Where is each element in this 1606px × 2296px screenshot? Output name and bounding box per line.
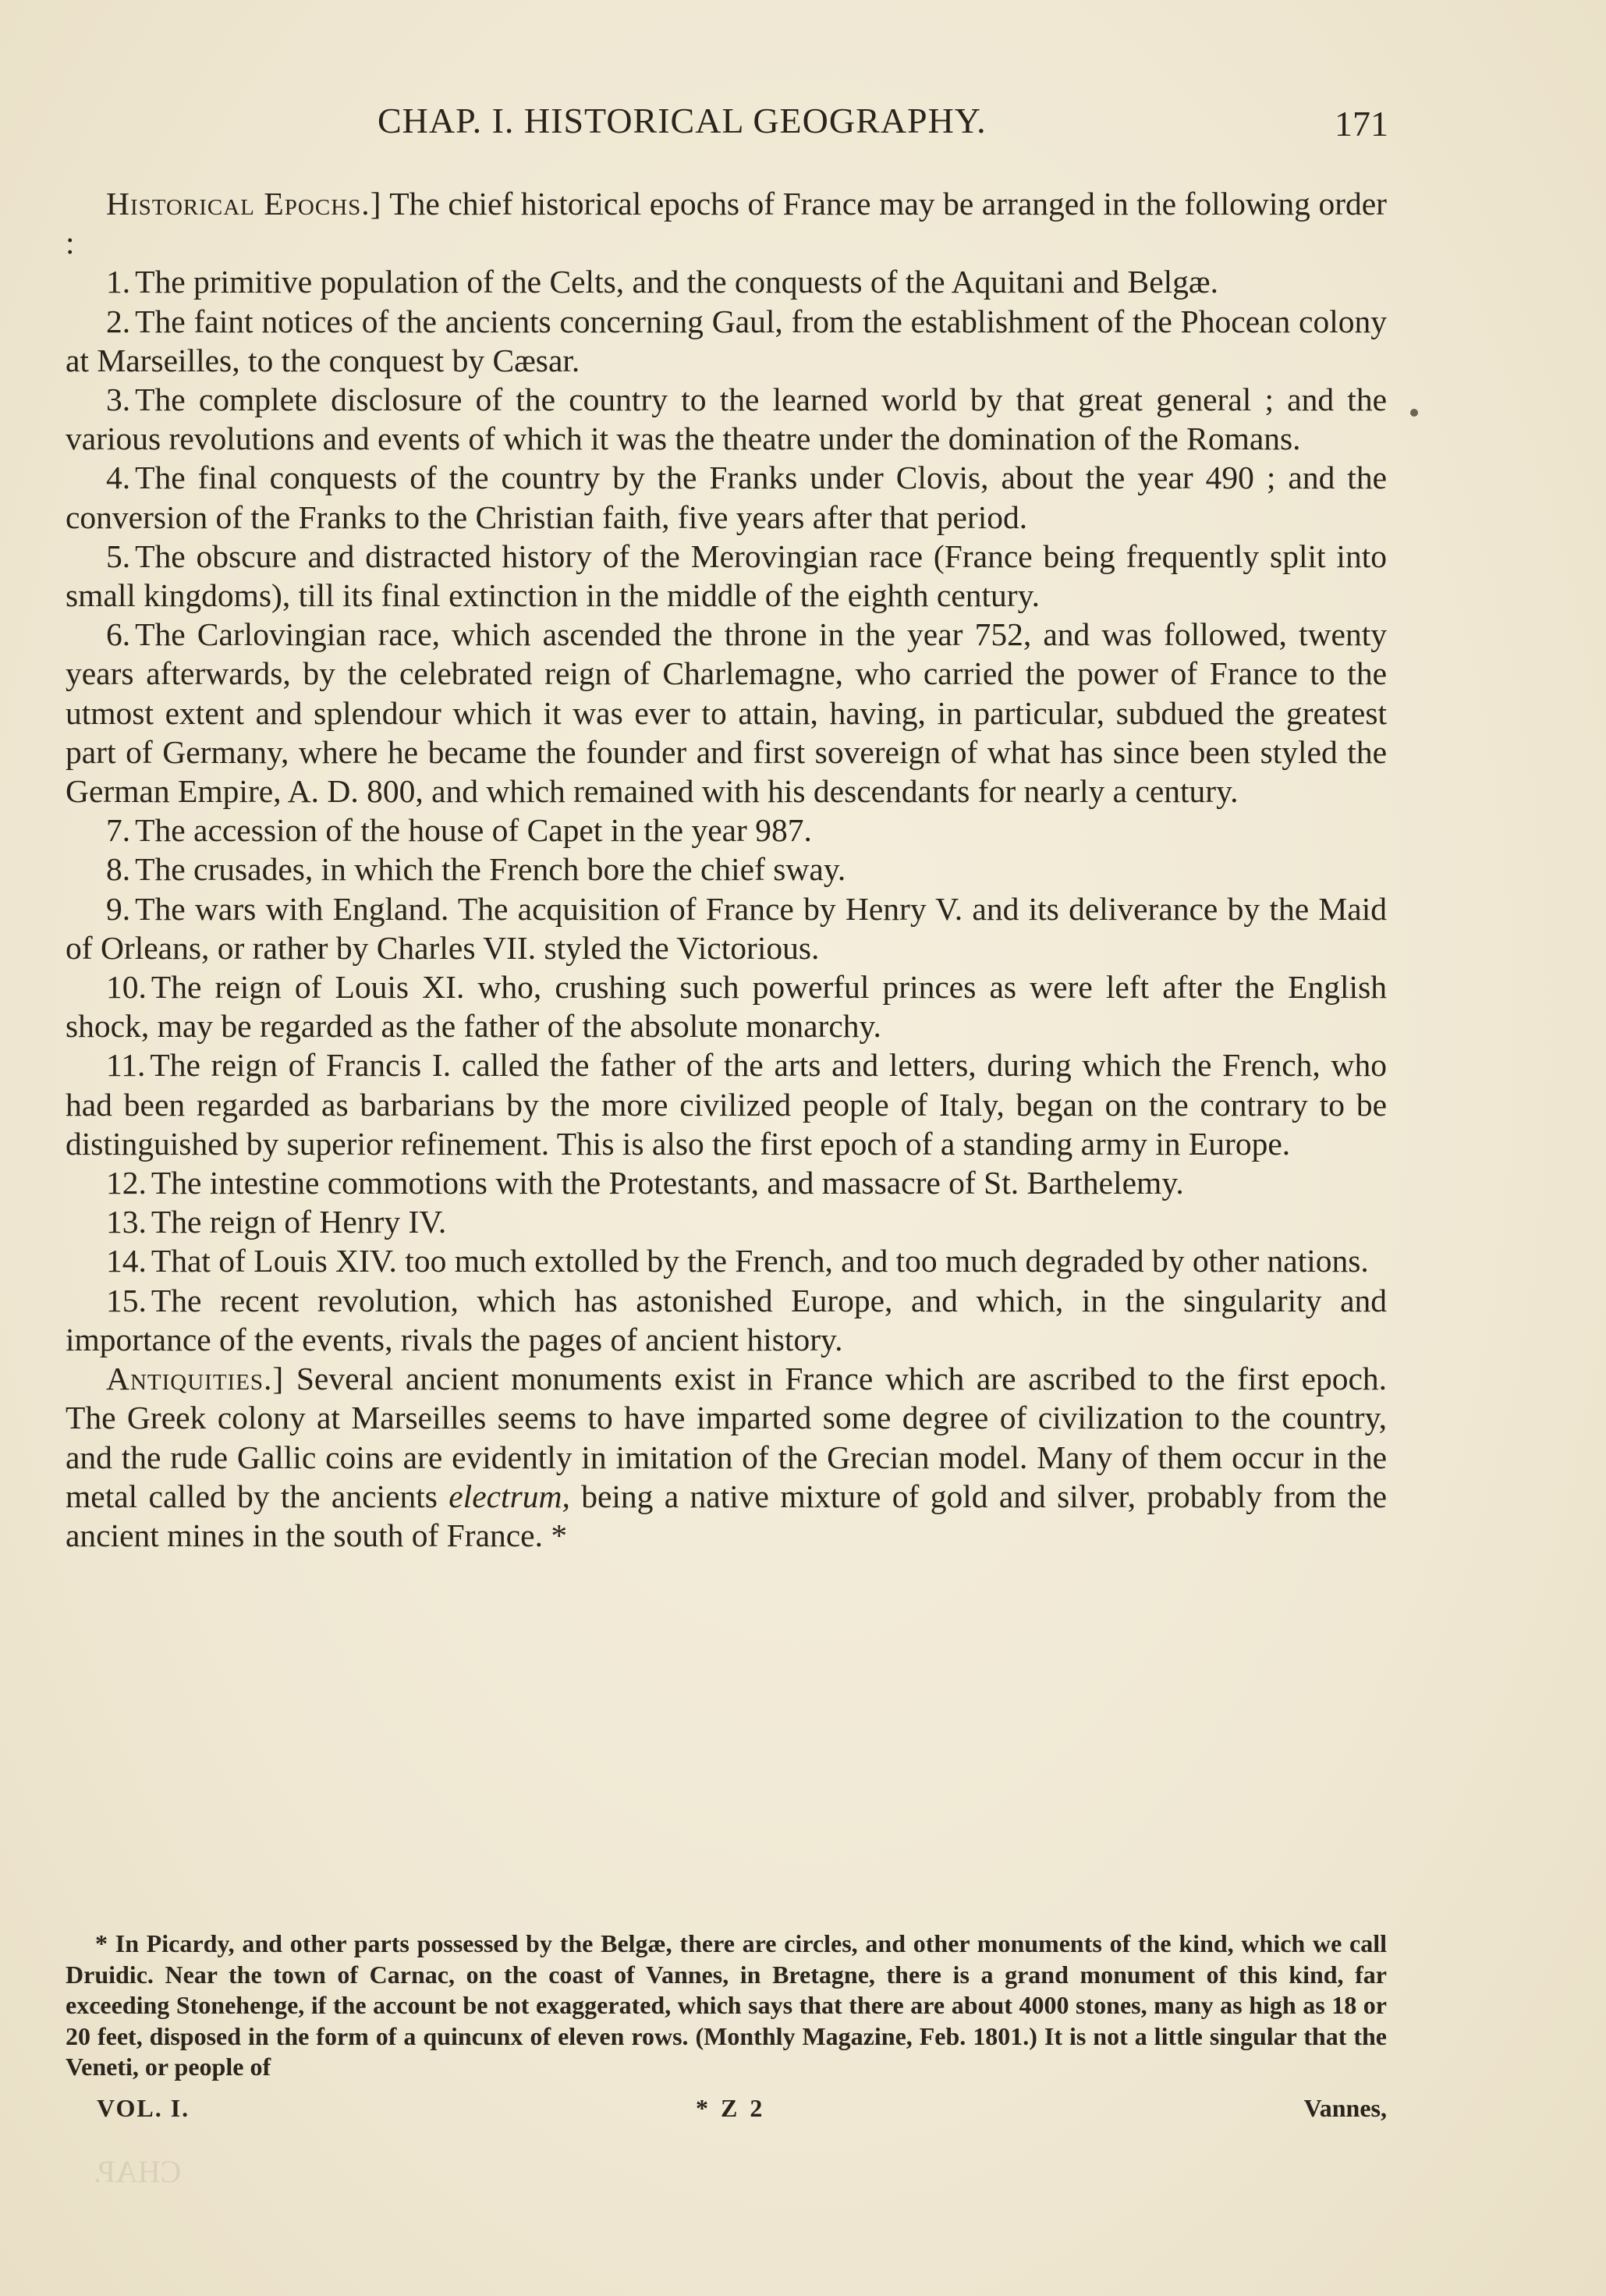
epoch-number: 6. [106, 616, 131, 653]
epoch-number: 10. [106, 969, 147, 1006]
signature-line [66, 2094, 1387, 2128]
section-historical-epochs [66, 184, 1387, 262]
show-through-text: CHAP. [94, 2154, 182, 2189]
epoch-item [66, 380, 1387, 458]
antiquities-text-cont: being a native mixture of gold and silver, probably from the ancient mines in the south of France. * [66, 1478, 1388, 1553]
epoch-item [66, 615, 1387, 811]
epoch-number: 3. [106, 381, 131, 418]
epoch-text: The obscure and distracted history of the Merovingian race (France being frequently split into small kingdoms), till its final extinction in the middle of the eighth century. [66, 538, 1387, 614]
epoch-text: The intestine commotions with the Protestants, and massacre of St. Barthelemy. [151, 1165, 1184, 1201]
epoch-item [66, 889, 1387, 967]
epoch-number: 13. [106, 1204, 147, 1240]
epoch-number: 7. [106, 812, 131, 849]
antiquities-text: Several ancient monuments exist in France which are ascribed to the first epoch. The Greek colony at Marseilles seems to have imparted some degree of civilization to the country, and the rude Gallic coins are evidently in imitation of the Grecian model. Many of them occur in the metal called by the ancients [66, 1361, 1388, 1514]
epoch-text: The recent revolution, which has astonished Europe, and which, in the singularity and importance of the events, rivals the pages of ancient history. [66, 1282, 1387, 1357]
epoch-text: That of Louis XIV. too much extolled by the French, and too much degraded by other nations. [151, 1243, 1369, 1279]
epoch-text: The accession of the house of Capet in the year 987. [135, 812, 812, 849]
epoch-number: 4. [106, 460, 131, 496]
epoch-item [66, 1241, 1387, 1280]
ink-speck [1410, 409, 1418, 417]
epoch-text: The reign of Francis I. called the father of the arts and letters, during which the French, who had been regarded as barbarians by the more civilized people of Italy, began on the contrary to be distinguished by superior refinement. This is also the first epoch of a standing army in Europe. [66, 1047, 1387, 1162]
epoch-item [66, 1163, 1387, 1202]
section-heading-historical-epochs: Historical Epochs.] [106, 186, 382, 222]
epoch-number: 9. [106, 890, 131, 927]
epoch-text: The Carlovingian race, which ascended the throne in the year 752, and was followed, twenty years afterwards, by the celebrated reign of Charlemagne, who carried the power of France to the utmost extent and splendour which it was ever to attain, having, in particular, subdued the greatest part of Germany, where he became the founder and first sovereign of what has since been styled the German Empire, A. D. 800, and which remained with his descendants for nearly a century. [66, 616, 1387, 810]
epoch-text: The final conquests of the country by the Franks under Clovis, about the year 490 ; and the conversion of the Franks to the Christian faith, five years after that period. [66, 460, 1387, 535]
epoch-item [66, 967, 1387, 1045]
page-number: 171 [1335, 104, 1388, 144]
epoch-item [66, 537, 1387, 615]
footnote-block [66, 1929, 1387, 2083]
epoch-item [66, 458, 1387, 536]
epoch-text: The wars with England. The acquisition of France by Henry V. and its deliverance by the Maid of Orleans, or rather by Charles VII. styled the Victorious. [66, 890, 1387, 966]
running-head: CHAP. I. HISTORICAL GEOGRAPHY. [378, 101, 987, 140]
antiquities-italic-term: electrum, [448, 1478, 570, 1514]
epoch-number: 11. [106, 1047, 146, 1084]
epoch-number: 5. [106, 538, 131, 574]
epoch-number: 12. [106, 1165, 147, 1201]
section-antiquities [66, 1359, 1387, 1555]
epoch-text: The reign of Henry IV. [151, 1204, 447, 1240]
catchword: Vannes, [1303, 2094, 1387, 2122]
epoch-text: The faint notices of the ancients concerning Gaul, from the establishment of the Phocean colony at Marseilles, to the conquest by Cæsar. [66, 303, 1387, 378]
epoch-item [66, 1202, 1387, 1241]
epoch-number: 8. [106, 851, 131, 888]
epoch-text: The crusades, in which the French bore the chief sway. [135, 851, 846, 888]
epoch-text: The primitive population of the Celts, and the conquests of the Aquitani and Belgæ. [135, 264, 1218, 300]
page-header [66, 100, 1392, 147]
epoch-number: 2. [106, 303, 131, 339]
epoch-text: The complete disclosure of the country to the learned world by that great general ; and the various revolutions and events of which it was the theatre under the domination of the Romans. [66, 381, 1387, 457]
main-text [66, 184, 1387, 1555]
epoch-item [66, 811, 1387, 850]
section-heading-antiquities: Antiquities.] [106, 1361, 285, 1397]
epoch-number: 1. [106, 264, 131, 300]
signature-mark: * Z 2 [696, 2094, 766, 2122]
epoch-text: The reign of Louis XI. who, crushing such powerful princes as were left after the English shock, may be regarded as the father of the absolute monarchy. [66, 969, 1387, 1045]
epoch-item [66, 262, 1387, 301]
epoch-item [66, 850, 1387, 889]
section-intro: The chief historical epochs of France may be arranged in the following order : [66, 186, 1388, 261]
epoch-number: 15. [106, 1282, 147, 1318]
footnote: * In Picardy, and other parts possessed by the Belgæ, there are circles, and other monuments of the kind, which we call Druidic. Near the town of Carnac, on the coast of Vannes, in Bretagne, there is a grand monument of this kind, far exceeding Stonehenge, if the account be not exaggerated, which says that there are about 4000 stones, many as high as 18 or 20 feet, disposed in the form of a quincunx of eleven rows. (Monthly Magazine, Feb. 1801.) It is not a little singular that the Veneti, or people of [66, 1929, 1387, 2081]
epoch-number: 14. [106, 1243, 147, 1279]
volume-label: VOL. I. [97, 2094, 190, 2122]
epoch-item [66, 1281, 1387, 1359]
epoch-item [66, 302, 1387, 380]
epoch-item [66, 1045, 1387, 1163]
